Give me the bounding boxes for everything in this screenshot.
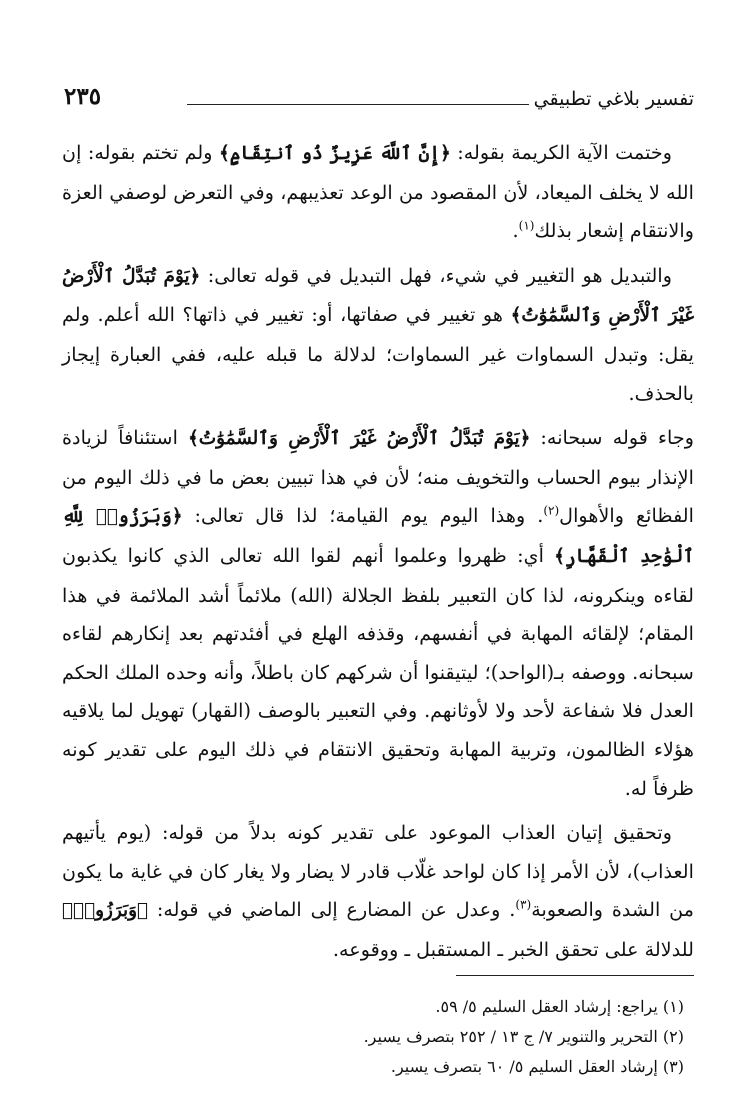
text-run: وختمت الآية الكريمة بقوله: (450, 141, 672, 164)
paragraph (62, 814, 694, 969)
body-text (62, 134, 694, 969)
text-run: وتحقيق إتيان العذاب الموعود على تقدير كونه بدلاً من قوله: (يوم يأتيهم العذاب)، لأن الأمر إذا كان لواحد غلّاب قادر لا يضار ولا يغار كان في غاية ما يكون من الشدة والصعوبة (62, 821, 694, 922)
page-header (62, 72, 694, 112)
footnote: (٣) إرشاد العقل السليم ٥/ ٦٠ بتصرف يسير. (390, 1057, 684, 1077)
quran-quote: ﴿وَبَرَزُوا۟ لِلَّهِ ٱلْوَٰحِدِ ٱلْقَهَّارِ﴾ (62, 506, 694, 567)
quran-quote: ﴿وَبَرَزُوا۟﴾ (62, 900, 149, 922)
footnote: (١) يراجع: إرشاد العقل السليم ٥/ ٥٩. (435, 997, 684, 1017)
footnote: (٢) التحرير والتنوير ٧/ ج ١٣ / ٢٥٢ بتصرف يسير. (363, 1027, 684, 1047)
footnotes (62, 992, 694, 1082)
paragraph (62, 419, 694, 808)
text-run: للدلالة على تحقق الخبر ـ المستقبل ـ ووقوعه. (332, 937, 694, 961)
footnote-reference: (٢) (543, 503, 560, 518)
text-run: وجاء قوله سبحانه: (530, 426, 694, 450)
footnote-reference: (٣) (515, 897, 532, 912)
text-run: . (512, 219, 519, 243)
page-number: ٢٣٥ (64, 83, 102, 110)
running-title: تفسير بلاغي تطبيقي (533, 88, 694, 110)
quran-quote: ﴿إِنَّ ٱللَّهَ عَزِيزٌ ذُو ٱنتِقَامٍ﴾ (218, 143, 451, 164)
paragraph (62, 257, 694, 413)
header-rule (187, 104, 529, 105)
text-run: . وعدل عن المضارع إلى الماضي في قوله: (148, 898, 516, 922)
text-run: أي: ظهروا وعلموا أنهم لقوا الله تعالى الذي كانوا يكذبون لقاءه وينكرونه، لذا كان التعبير بلفظ الجلالة (الله) ملائماً أشد الملائمة في هذا المقام؛ لإلقائه المهابة في أنفسهم، وقذفه الهلع في أفئدتهم بعد إنكارهم لقاءه سبحانه. ووصفه بـ(الواحد)؛ ليتيقنوا أن شركهم كان باطلاً، وأنه وحده الملك الحكم العدل فلا شفاعة لأحد ولا لأوثانهم. وفي التعبير بالوصف (القهار) تهويل لما يلاقيه هؤلاء الظالمون، وتربية المهابة وتحقيق الانتقام في ذلك اليوم على تقدير كونه ظرفاً له. (62, 543, 694, 800)
footnote-separator (456, 975, 694, 976)
quran-quote: ﴿يَوْمَ تُبَدَّلُ ٱلْأَرْضُ غَيْرَ ٱلْأَرْضِ وَٱلسَّمَٰوَٰتُ﴾ (62, 265, 694, 327)
text-run: . وهذا اليوم يوم القيامة؛ لذا قال تعالى: (182, 504, 544, 528)
text-run: ولم تختم بقوله: إن الله لا يخلف الميعاد، لأن المقصود من الوعد تعذيبهم، وفي التعرض لوصفي العزة والانتقام إشعار بذلك (62, 141, 694, 243)
paragraph (62, 134, 694, 251)
book-page (62, 72, 694, 1082)
footnote-reference: (١) (518, 218, 535, 233)
text-run: هو تغيير في صفاتها، أو: تغيير في ذاتها؟ الله أعلم. ولم يقل: وتبدل السماوات غير السماوات؛ لدلالة ما قبله عليه، ففي العبارة إيجاز بالحذف. (62, 303, 694, 405)
text-run: استئنافاً لزيادة الإنذار بيوم الحساب والتخويف منه؛ لأن في هذا تبيين بعض ما في ذلك اليوم من الفظائع والأهوال (62, 426, 694, 528)
text-run: والتبديل هو التغيير في شيء، فهل التبديل في قوله تعالى: (200, 263, 672, 287)
quran-quote: ﴿يَوْمَ تُبَدَّلُ ٱلْأَرْضُ غَيْرَ ٱلْأَرْضِ وَٱلسَّمَٰوَٰتُ﴾ (188, 428, 531, 450)
